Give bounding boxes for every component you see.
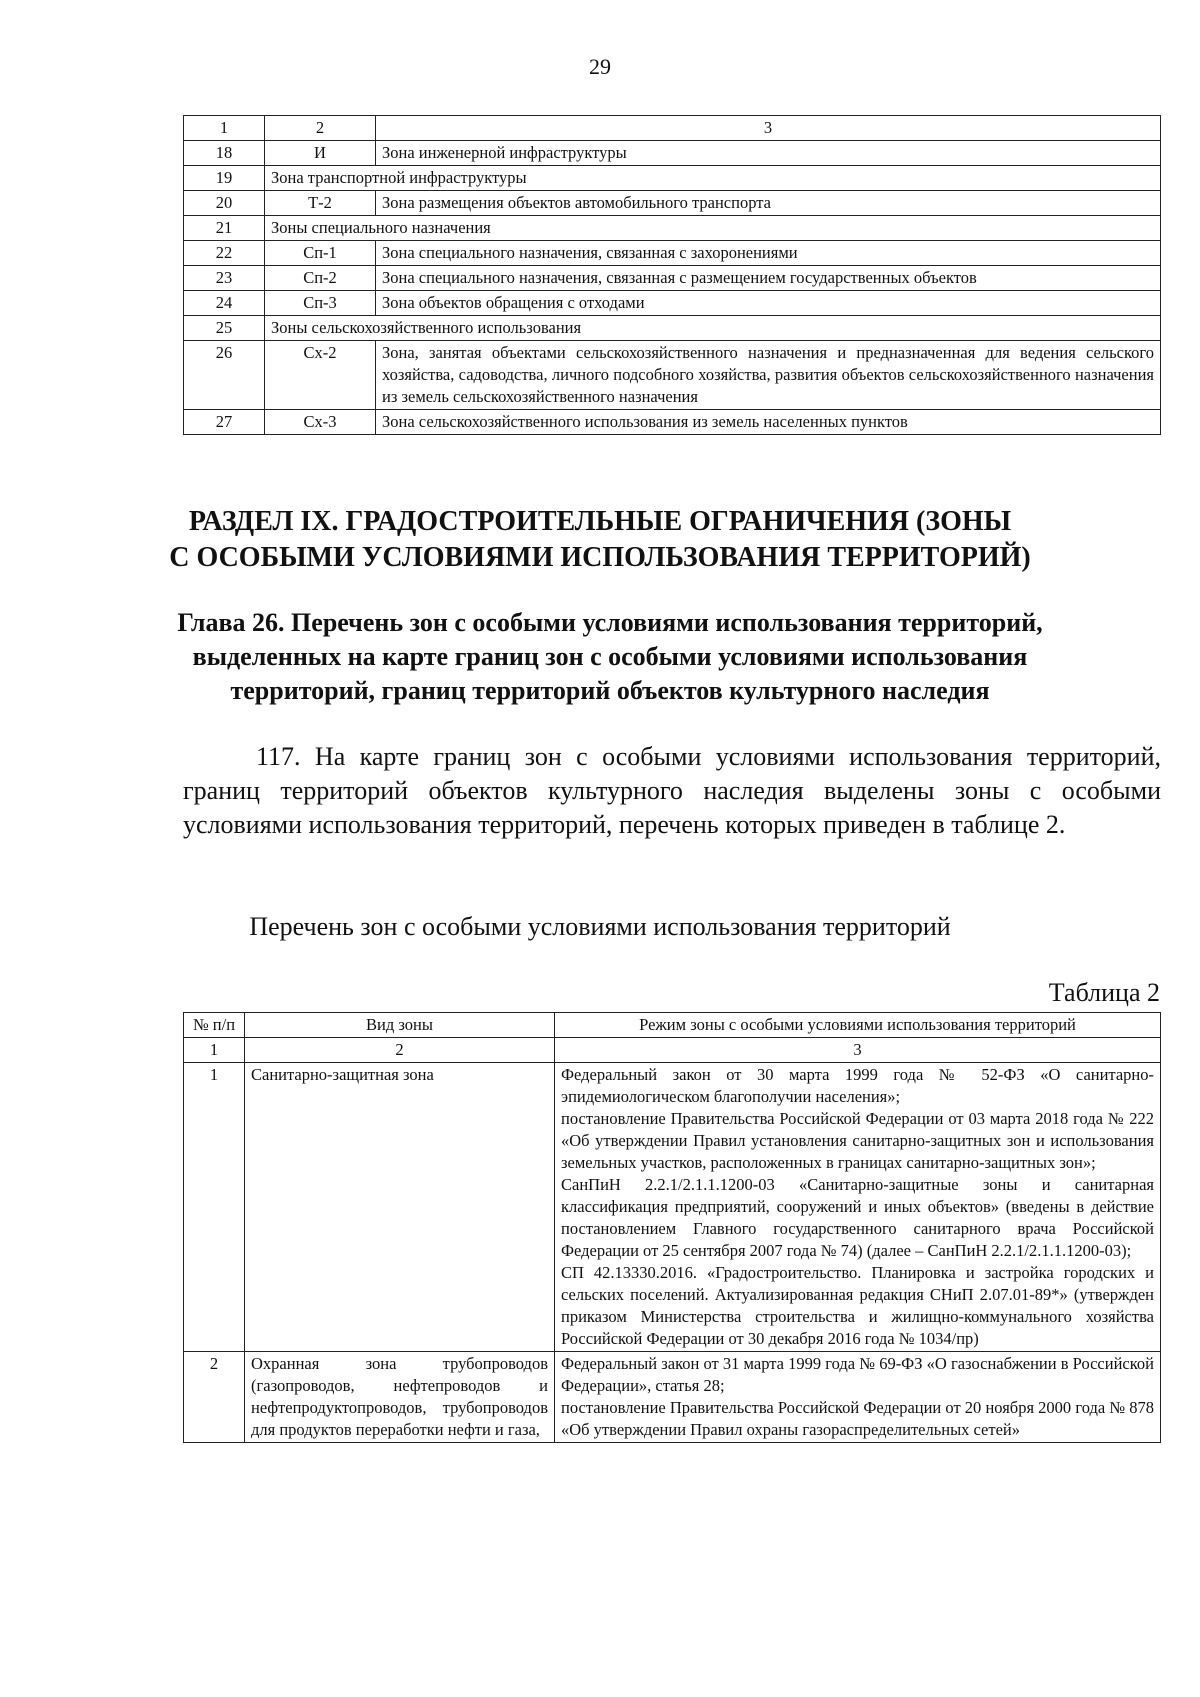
section-title	[100, 504, 1100, 576]
chapter-title-line: территорий, границ территорий объектов культурного наследия	[230, 676, 990, 705]
chapter-title-line: Глава 26. Перечень зон с особыми условиями использования территорий,	[177, 608, 1043, 637]
zone-code: Сх-3	[265, 410, 376, 435]
zone-code: Сп-2	[265, 266, 376, 291]
column-number-2: 2	[245, 1038, 555, 1063]
regime-document: Федеральный закон от 31 марта 1999 года № 69-ФЗ «О газоснабжении в Российской Федерации», статья 28;	[561, 1354, 1154, 1395]
page-number: 29	[589, 54, 611, 79]
table-row	[184, 410, 1161, 435]
table-row	[184, 341, 1161, 410]
table-header-row	[184, 116, 1161, 141]
column-number-1: 1	[184, 1038, 245, 1063]
row-number: 26	[184, 341, 265, 410]
column-number-2: 2	[265, 116, 376, 141]
row-number: 1	[184, 1063, 245, 1352]
zone-group-name: Зоны специального назначения	[265, 216, 1161, 241]
table-group-row	[184, 316, 1161, 341]
table-group-row	[184, 216, 1161, 241]
column-number-3: 3	[555, 1038, 1161, 1063]
zone-name: Зона специального назначения, связанная с захоронениями	[376, 241, 1161, 266]
table-header-row	[184, 1013, 1161, 1038]
zone-code: Т-2	[265, 191, 376, 216]
table-row	[184, 241, 1161, 266]
paragraph-text: 117. На карте границ зон с особыми условиями использования территорий, границ территорий объектов культурного наследия выделены зоны с особыми условиями использования территорий, перечень которых приведен в таблице 2.	[183, 742, 1161, 839]
zone-name: Зона сельскохозяйственного использования из земель населенных пунктов	[376, 410, 1161, 435]
header-row-number: № п/п	[184, 1013, 245, 1038]
column-number-3: 3	[376, 116, 1161, 141]
row-number: 18	[184, 141, 265, 166]
zone-regime	[555, 1063, 1161, 1352]
zone-regime	[555, 1352, 1161, 1443]
column-number-1: 1	[184, 116, 265, 141]
chapter-title	[150, 606, 1070, 708]
table-row	[184, 1063, 1161, 1352]
regime-document: Федеральный закон от 30 марта 1999 года № 52-ФЗ «О санитарно-эпидемиологическом благополучии населения»;	[561, 1065, 1154, 1106]
zone-name: Зона размещения объектов автомобильного транспорта	[376, 191, 1161, 216]
zone-name: Зона инженерной инфраструктуры	[376, 141, 1161, 166]
row-number: 20	[184, 191, 265, 216]
restrictions-table	[183, 1012, 1161, 1443]
regime-document: СанПиН 2.2.1/2.1.1.1200-03 «Санитарно-защитные зоны и санитарная классификация предприятий, сооружений и иных объектов» (введены в действие постановлением Главного государственного санитарного врача Российской Федерации от 25 сентября 2007 года № 74) (далее – СанПиН 2.2.1/2.1.1.1200-03);	[561, 1175, 1154, 1260]
zone-name: Зона, занятая объектами сельскохозяйственного назначения и предназначенная для ведения сельского хозяйства, садоводства, личного подсобного хозяйства, развития объектов сельскохозяйственного назначения из земель сельскохозяйственного назначения	[376, 341, 1161, 410]
zone-group-name: Зоны сельскохозяйственного использования	[265, 316, 1161, 341]
zone-kind: Санитарно-защитная зона	[245, 1063, 555, 1352]
zone-code: Сп-1	[265, 241, 376, 266]
zone-code: Сп-3	[265, 291, 376, 316]
table-row	[184, 141, 1161, 166]
row-number: 25	[184, 316, 265, 341]
row-number: 2	[184, 1352, 245, 1443]
table-row	[184, 191, 1161, 216]
row-number: 19	[184, 166, 265, 191]
zone-name: Зона специального назначения, связанная с размещением государственных объектов	[376, 266, 1161, 291]
row-number: 22	[184, 241, 265, 266]
regime-document: постановление Правительства Российской Федерации от 20 ноября 2000 года № 878 «Об утверждении Правил охраны газораспределительных сетей»	[561, 1398, 1154, 1439]
section-title-line: С ОСОБЫМИ УСЛОВИЯМИ ИСПОЛЬЗОВАНИЯ ТЕРРИТОРИЙ)	[169, 542, 1031, 573]
zone-name: Зона объектов обращения с отходами	[376, 291, 1161, 316]
zone-code: И	[265, 141, 376, 166]
zone-kind: Охранная зона трубопроводов (газопроводов, нефтепроводов и нефтепродуктопроводов, трубопроводов для продуктов переработки нефти и газа,	[245, 1352, 555, 1443]
row-number: 23	[184, 266, 265, 291]
table-row	[184, 291, 1161, 316]
chapter-title-line: выделенных на карте границ зон с особыми условиями использования	[192, 642, 1028, 671]
table-row	[184, 266, 1161, 291]
zone-group-name: Зона транспортной инфраструктуры	[265, 166, 1161, 191]
table-caption: Перечень зон с особыми условиями использования территорий	[249, 912, 951, 941]
zones-table	[183, 115, 1161, 435]
column-numbers-row	[184, 1038, 1161, 1063]
row-number: 27	[184, 410, 265, 435]
zone-code: Сх-2	[265, 341, 376, 410]
header-zone-kind: Вид зоны	[245, 1013, 555, 1038]
row-number: 24	[184, 291, 265, 316]
table-row	[184, 1352, 1161, 1443]
regime-document: СП 42.13330.2016. «Градостроительство. Планировка и застройка городских и сельских поселений. Актуализированная редакция СНиП 2.07.01-89*» (утвержден приказом Министерства строительства и жилищно-коммунального хозяйства Российской Федерации от 30 декабря 2016 года № 1034/пр)	[561, 1263, 1154, 1348]
table-group-row	[184, 166, 1161, 191]
paragraph-117	[183, 740, 1161, 842]
table-label: Таблица 2	[1048, 978, 1160, 1007]
header-zone-regime: Режим зоны с особыми условиями использования территорий	[555, 1013, 1161, 1038]
regime-document: постановление Правительства Российской Федерации от 03 марта 2018 года № 222 «Об утверждении Правил установления санитарно-защитных зон и использования земельных участков, расположенных в границах санитарно-защитных зон»;	[561, 1109, 1154, 1172]
row-number: 21	[184, 216, 265, 241]
section-title-line: РАЗДЕЛ IX. ГРАДОСТРОИТЕЛЬНЫЕ ОГРАНИЧЕНИЯ (ЗОНЫ	[188, 506, 1012, 537]
